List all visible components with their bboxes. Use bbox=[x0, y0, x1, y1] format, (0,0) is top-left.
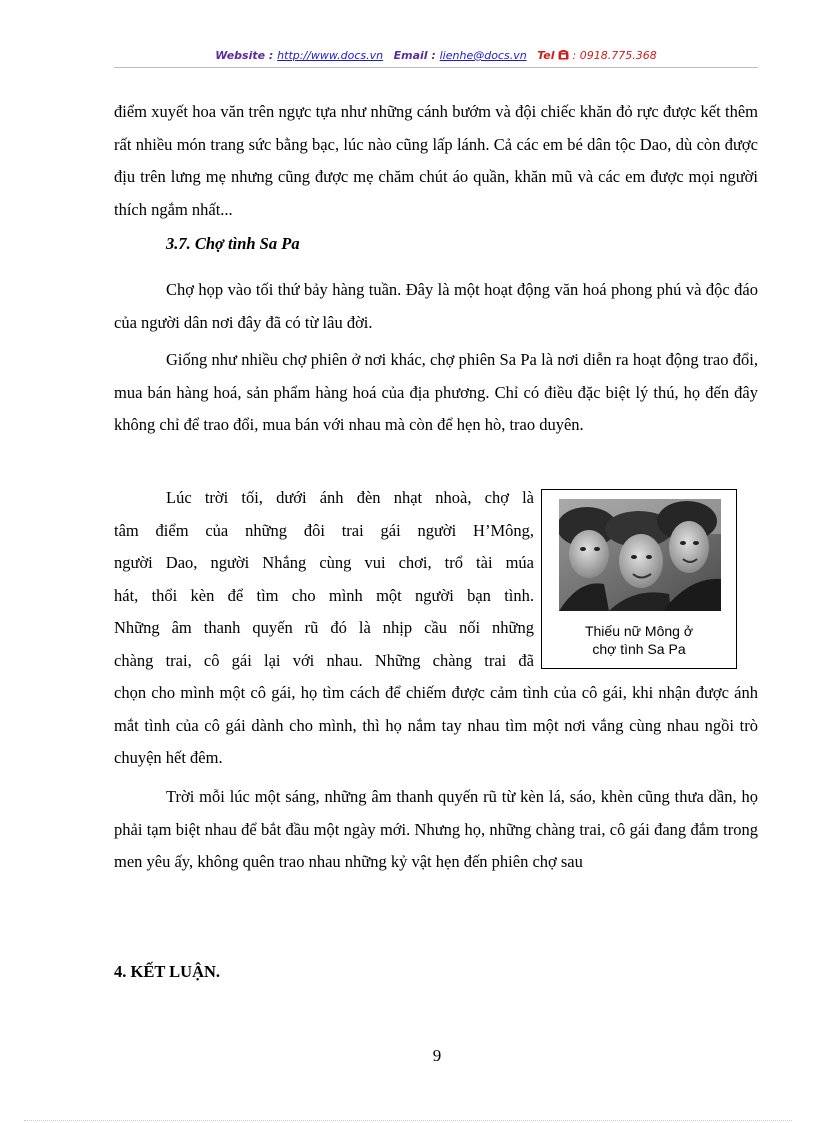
paragraph-5: Trời mỗi lúc một sáng, những âm thanh quyến rũ từ kèn lá, sáo, khèn cũng thưa dần, họ phải tạm biệt nhau để bắt đầu một ngày mới. Nhưng họ, những chàng trai, cô gái đang đắm trong men yêu ấy, không quên trao nhau những kỷ vật hẹn đến phiên chợ sau bbox=[114, 787, 758, 871]
paragraph-4-continued: chọn cho mình một cô gái, họ tìm cách để chiếm được cảm tình của cô gái, khi nhận được ánh mắt tình của cô gái dành cho mình, thì họ nắm tay nhau tìm một nơi vắng cùng nhau ngồi trò chuyện hết đêm. bbox=[114, 683, 758, 767]
page-number: 9 bbox=[432, 1046, 442, 1065]
text-line: Những âm thanh quyến rũ đó là nhịp cầu nối những bbox=[114, 618, 534, 637]
text-line: Lúc trời tối, dưới ánh đèn nhạt nhoà, chợ là bbox=[166, 488, 534, 507]
text-line: chàng trai, cô gái lại với nhau. Những chàng trai đã bbox=[114, 650, 534, 670]
text-line: tâm điểm của những đôi trai gái người H’Mông, bbox=[114, 520, 534, 540]
page-bottom-divider bbox=[24, 1120, 792, 1121]
figure-caption bbox=[542, 622, 736, 658]
header-divider bbox=[114, 67, 758, 68]
caption-line-1: Thiếu nữ Mông ở bbox=[584, 623, 694, 639]
paragraph-3: Giống như nhiều chợ phiên ở nơi khác, chợ phiên Sa Pa là nơi diễn ra hoạt động trao đổi, mua bán hàng hoá, sản phẩm hàng hoá của địa phương. Chỉ có điều đặc biệt lý thú, họ đến đây không chỉ để trao đổi, mua bán với nhau mà còn để hẹn hò, trao duyên. bbox=[114, 350, 758, 434]
page-header bbox=[114, 49, 758, 63]
email-link[interactable]: lienhe@docs.vn bbox=[439, 49, 527, 62]
section-heading-3-7: 3.7. Chợ tình Sa Pa bbox=[166, 234, 300, 253]
photo-figure bbox=[541, 489, 737, 669]
website-link[interactable]: http://www.docs.vn bbox=[277, 49, 384, 62]
text-line: người Dao, người Nhắng cùng vui chơi, trổ tài múa bbox=[114, 553, 534, 572]
caption-line-2: chợ tình Sa Pa bbox=[592, 641, 686, 657]
website-separator: : bbox=[265, 49, 278, 62]
tel-label: Tel bbox=[537, 49, 555, 62]
phone-icon bbox=[558, 49, 569, 63]
photo-hmong-girls bbox=[559, 499, 721, 611]
website-label: Website bbox=[215, 49, 266, 62]
email-separator: : bbox=[427, 49, 440, 62]
tel-value: : 0918.775.368 bbox=[569, 49, 657, 62]
paragraph-2: Chợ họp vào tối thứ bảy hàng tuần. Đây là một hoạt động văn hoá phong phú và độc đáo của người dân nơi đây đã có từ lâu đời. bbox=[114, 280, 758, 332]
section-heading-4: 4. KẾT LUẬN. bbox=[114, 962, 221, 981]
paragraph-4-float bbox=[114, 482, 534, 677]
email-label: Email bbox=[393, 49, 428, 62]
paragraph-1: điểm xuyết hoa văn trên ngực tựa như những cánh bướm và đội chiếc khăn đỏ rực được kết thêm rất nhiều món trang sức bằng bạc, lúc nào cũng lấp lánh. Cả các em bé dân tộc Dao, dù còn được địu trên lưng mẹ nhưng cũng được mẹ chăm chút áo quần, khăn mũ và các em được mọi người thích ngắm nhất... bbox=[114, 102, 758, 219]
text-line: hát, thổi kèn để tìm cho mình một người bạn tình. bbox=[114, 585, 534, 605]
